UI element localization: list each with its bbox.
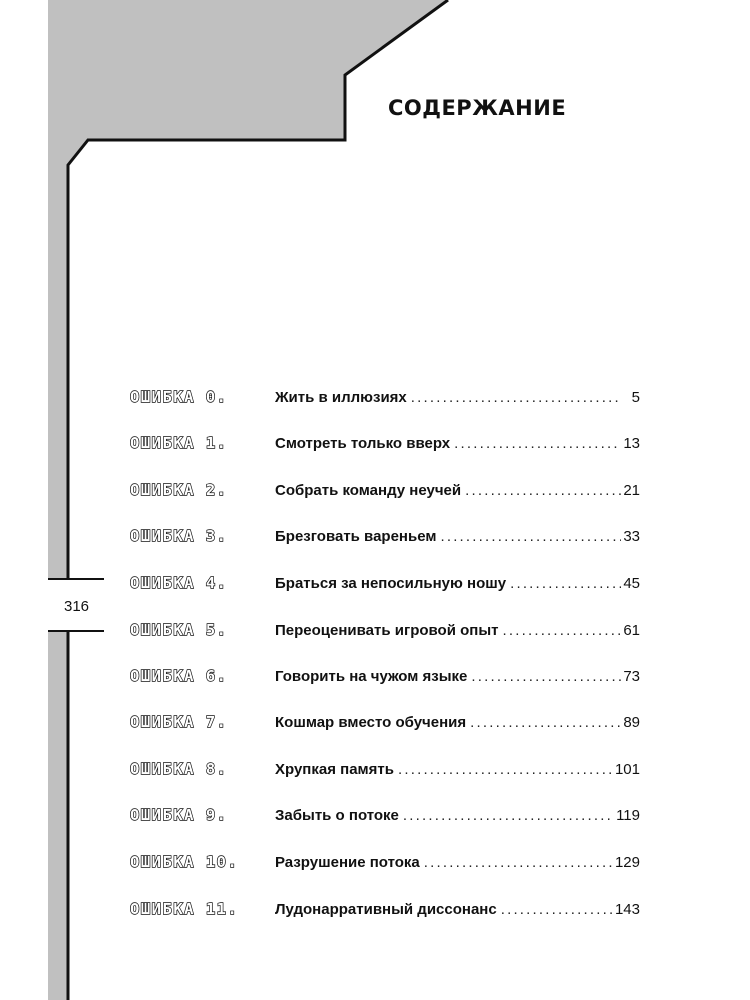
dot-leader: [454, 435, 621, 452]
error-label: ОШИБКА 6.: [130, 667, 228, 685]
toc-entry[interactable]: [130, 900, 640, 924]
dot-leader: [465, 482, 621, 499]
entry-title: Собрать команду неучей: [275, 482, 462, 499]
error-label: ОШИБКА 7.: [130, 713, 228, 731]
error-label: ОШИБКА 10.: [130, 853, 239, 871]
entry-title: Говорить на чужом языке: [275, 668, 468, 685]
entry-title: Хрупкая память: [275, 761, 394, 778]
dot-leader: [470, 714, 621, 731]
page-title: СОДЕРЖАНИЕ: [388, 96, 567, 120]
entry-page: 21: [623, 482, 640, 499]
entry-title: Переоценивать игровой опыт: [275, 622, 499, 639]
dot-leader: [424, 854, 613, 871]
toc-entry[interactable]: [130, 760, 640, 784]
dot-leader: [510, 575, 621, 592]
entry-title: Браться за непосильную ношу: [275, 575, 507, 592]
entry-title: Брезговать вареньем: [275, 528, 437, 545]
entry-page: 129: [614, 854, 640, 871]
entry-page: 13: [623, 435, 640, 452]
toc-entry[interactable]: [130, 434, 640, 458]
entry-title: Лудонарративный диссонанс: [275, 901, 497, 918]
entry-title: Разрушение потока: [275, 854, 420, 871]
dot-leader: [440, 528, 621, 545]
dot-leader: [502, 622, 621, 639]
entry-page: 61: [623, 622, 640, 639]
dot-leader: [501, 901, 613, 918]
toc-entry[interactable]: [130, 667, 640, 691]
error-label: ОШИБКА 1.: [130, 434, 228, 452]
error-label: ОШИБКА 8.: [130, 760, 228, 778]
toc-entry[interactable]: [130, 621, 640, 645]
entry-page: 73: [623, 668, 640, 685]
error-label: ОШИБКА 11.: [130, 900, 239, 918]
entry-title: Кошмар вместо обучения: [275, 714, 467, 731]
toc-entry[interactable]: [130, 806, 640, 830]
dot-leader: [403, 807, 614, 824]
toc-entry[interactable]: [130, 713, 640, 737]
entry-page: 45: [623, 575, 640, 592]
error-label: ОШИБКА 9.: [130, 806, 228, 824]
entry-page: 33: [623, 528, 640, 545]
entry-title: Жить в иллюзиях: [275, 389, 407, 406]
page-number: 316: [64, 598, 90, 615]
toc-entry[interactable]: [130, 527, 640, 551]
toc-entry[interactable]: [130, 481, 640, 505]
toc-entry[interactable]: [130, 388, 640, 412]
error-label: ОШИБКА 5.: [130, 621, 228, 639]
entry-page: 119: [616, 807, 640, 824]
error-label: ОШИБКА 3.: [130, 527, 228, 545]
entry-page: 143: [614, 901, 640, 918]
toc-entry[interactable]: [130, 853, 640, 877]
entry-page: 5: [631, 389, 640, 406]
dot-leader: [398, 761, 613, 778]
entry-title: Забыть о потоке: [275, 807, 399, 824]
entry-page: 89: [623, 714, 640, 731]
error-label: ОШИБКА 2.: [130, 481, 228, 499]
error-label: ОШИБКА 0.: [130, 388, 228, 406]
toc-entry[interactable]: [130, 574, 640, 598]
entry-page: 101: [614, 761, 640, 778]
error-label: ОШИБКА 4.: [130, 574, 228, 592]
dot-leader: [471, 668, 621, 685]
entry-title: Смотреть только вверх: [275, 435, 451, 452]
dot-leader: [411, 389, 622, 406]
